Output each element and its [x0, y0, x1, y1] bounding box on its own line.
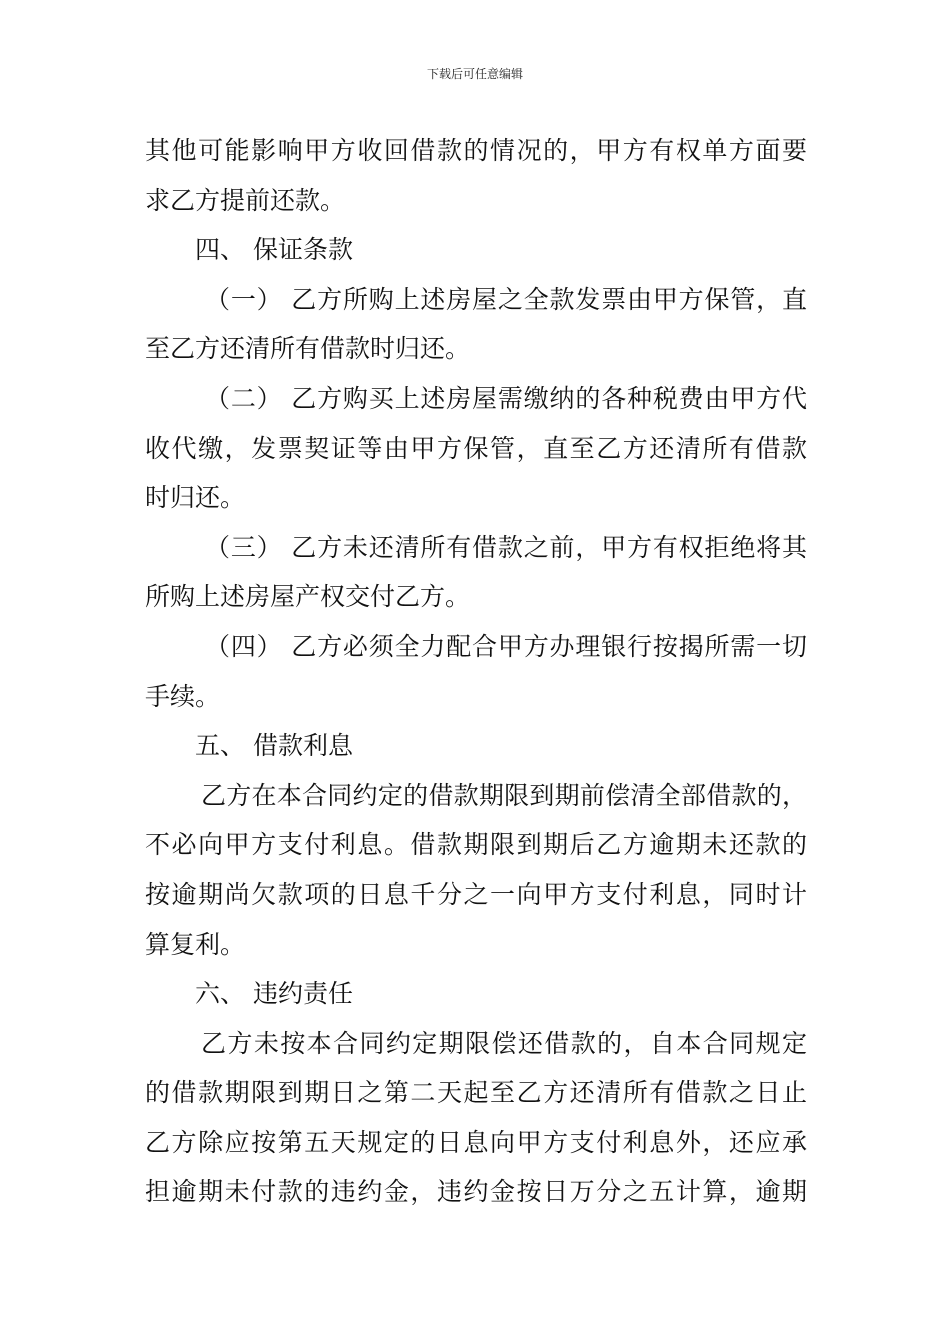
paragraph-line: 求乙方提前还款。 — [145, 185, 346, 215]
paragraph-line: 乙方除应按第五天规定的日息向甲方支付利息外，还应承 — [145, 1127, 807, 1157]
clause-line: （二） 乙方购买上述房屋需缴纳的各种税费由甲方代 — [205, 383, 807, 413]
paragraph-line: 至乙方还清所有借款时归还。 — [145, 334, 471, 364]
page-header: 下载后可任意编辑 — [426, 67, 523, 81]
clause-line: （三） 乙方未还清所有借款之前，甲方有权拒绝将其 — [205, 532, 807, 562]
paragraph-line: 担逾期未付款的违约金，违约金按日万分之五计算，逾期 — [145, 1177, 807, 1207]
section-heading: 五、 借款利息 — [195, 731, 353, 761]
section-heading: 六、 违约责任 — [195, 979, 353, 1009]
document-body — [145, 126, 807, 1217]
paragraph-line: 所购上述房屋产权交付乙方。 — [145, 582, 471, 612]
paragraph-line: 手续。 — [145, 681, 221, 711]
paragraph-line: 时归还。 — [145, 483, 246, 513]
paragraph-line: 算复利。 — [145, 929, 246, 959]
paragraph-line: 其他可能影响甲方收回借款的情况的，甲方有权单方面要 — [145, 136, 807, 165]
paragraph-line: 收代缴，发票契证等由甲方保管，直至乙方还清所有借款 — [145, 433, 807, 463]
paragraph-line: 乙方未按本合同约定期限偿还借款的，自本合同规定 — [201, 1028, 807, 1058]
section-heading: 四、 保证条款 — [195, 235, 353, 265]
clause-line: （一） 乙方所购上述房屋之全款发票由甲方保管，直 — [205, 284, 807, 314]
paragraph-line: 按逾期尚欠款项的日息千分之一向甲方支付利息，同时计 — [145, 879, 807, 909]
paragraph-line: 不必向甲方支付利息。借款期限到期后乙方逾期未还款的 — [145, 830, 807, 860]
clause-line: （四） 乙方必须全力配合甲方办理银行按揭所需一切 — [205, 631, 807, 661]
paragraph-line: 的借款期限到期日之第二天起至乙方还清所有借款之日止 — [145, 1078, 807, 1108]
paragraph-line: 乙方在本合同约定的借款期限到期前偿清全部借款的， — [201, 780, 807, 810]
